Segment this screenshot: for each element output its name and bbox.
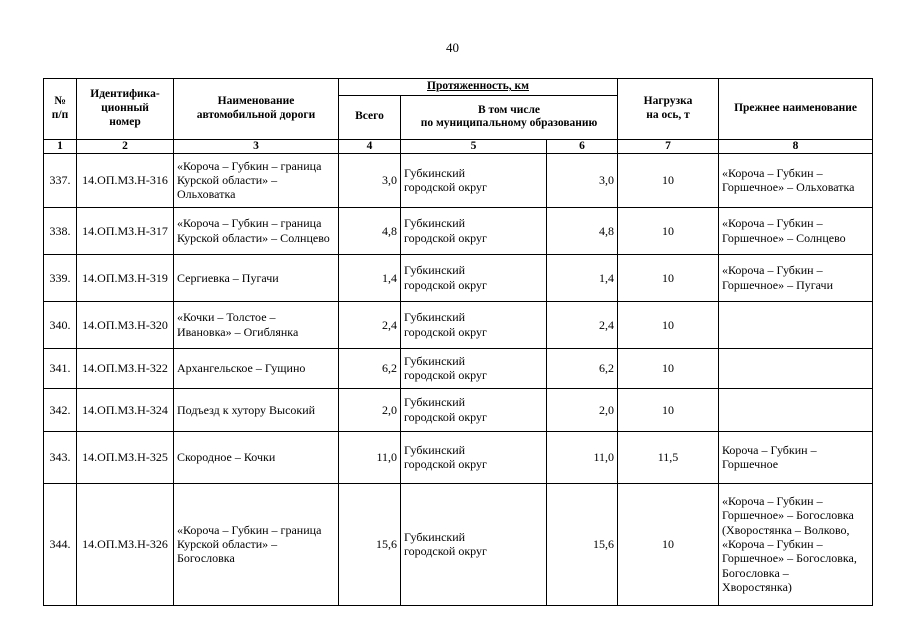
row-name: Скородное – Кочки <box>174 431 339 483</box>
row-mun-length: 1,4 <box>547 254 618 301</box>
row-name: «Кочки – Толстое – Ивановка» – Огиблянка <box>174 301 339 348</box>
row-total: 2,4 <box>339 301 401 348</box>
header-load: Нагрузка на ось, т <box>618 79 719 140</box>
row-load: 10 <box>618 254 719 301</box>
row-num: 344. <box>44 483 77 605</box>
row-id: 14.ОП.МЗ.Н-316 <box>77 153 174 207</box>
row-total: 2,0 <box>339 388 401 431</box>
table-row <box>44 153 873 207</box>
index-cell: 4 <box>339 139 401 153</box>
index-cell: 8 <box>719 139 873 153</box>
row-prev-name <box>719 348 873 388</box>
table-row <box>44 483 873 605</box>
row-mun-length: 4,8 <box>547 207 618 254</box>
index-cell: 2 <box>77 139 174 153</box>
row-id: 14.ОП.МЗ.Н-324 <box>77 388 174 431</box>
row-num: 339. <box>44 254 77 301</box>
row-prev-name: Короча – Губкин – Горшечное <box>719 431 873 483</box>
row-municipality: Губкинский городской округ <box>401 483 547 605</box>
index-cell: 6 <box>547 139 618 153</box>
index-cell: 7 <box>618 139 719 153</box>
table-row <box>44 301 873 348</box>
header-total: Всего <box>339 95 401 139</box>
row-id: 14.ОП.МЗ.Н-322 <box>77 348 174 388</box>
row-total: 11,0 <box>339 431 401 483</box>
row-id: 14.ОП.МЗ.Н-320 <box>77 301 174 348</box>
row-mun-length: 15,6 <box>547 483 618 605</box>
row-municipality: Губкинский городской округ <box>401 254 547 301</box>
row-num: 340. <box>44 301 77 348</box>
row-municipality: Губкинский городской округ <box>401 153 547 207</box>
row-name: «Короча – Губкин – граница Курской области» – Богословка <box>174 483 339 605</box>
row-load: 11,5 <box>618 431 719 483</box>
row-num: 338. <box>44 207 77 254</box>
header-incl-group: В том числе по муниципальному образованию <box>401 95 618 139</box>
row-municipality: Губкинский городской округ <box>401 301 547 348</box>
row-num: 337. <box>44 153 77 207</box>
row-municipality: Губкинский городской округ <box>401 348 547 388</box>
row-load: 10 <box>618 153 719 207</box>
row-total: 1,4 <box>339 254 401 301</box>
page-number: 40 <box>446 40 459 55</box>
header-id: Идентифика- ционный номер <box>77 79 174 140</box>
row-mun-length: 2,0 <box>547 388 618 431</box>
header-prev-name: Прежнее наименование <box>719 79 873 140</box>
row-municipality: Губкинский городской округ <box>401 207 547 254</box>
row-num: 341. <box>44 348 77 388</box>
row-name: Архангельское – Гущино <box>174 348 339 388</box>
row-mun-length: 11,0 <box>547 431 618 483</box>
index-cell: 3 <box>174 139 339 153</box>
index-cell: 1 <box>44 139 77 153</box>
row-load: 10 <box>618 301 719 348</box>
row-prev-name: «Короча – Губкин – Горшечное» – Богословка (Хворостянка – Волково, «Короча – Губкин – Горшечное» – Богословка, Богословка – Хворостянка) <box>719 483 873 605</box>
row-name: Подъезд к хутору Высокий <box>174 388 339 431</box>
row-name: «Короча – Губкин – граница Курской области» – Ольховатка <box>174 153 339 207</box>
table-row <box>44 431 873 483</box>
row-total: 4,8 <box>339 207 401 254</box>
row-mun-length: 6,2 <box>547 348 618 388</box>
row-num: 342. <box>44 388 77 431</box>
row-id: 14.ОП.МЗ.Н-325 <box>77 431 174 483</box>
row-total: 3,0 <box>339 153 401 207</box>
row-prev-name: «Короча – Губкин – Горшечное» – Солнцево <box>719 207 873 254</box>
row-name: «Короча – Губкин – граница Курской области» – Солнцево <box>174 207 339 254</box>
table-row <box>44 348 873 388</box>
table-row <box>44 254 873 301</box>
row-prev-name <box>719 388 873 431</box>
roads-table <box>43 78 873 606</box>
header-name: Наименование автомобильной дороги <box>174 79 339 140</box>
row-municipality: Губкинский городской округ <box>401 388 547 431</box>
table-row <box>44 388 873 431</box>
row-total: 6,2 <box>339 348 401 388</box>
row-load: 10 <box>618 388 719 431</box>
row-load: 10 <box>618 348 719 388</box>
row-prev-name: «Короча – Губкин – Горшечное» – Пугачи <box>719 254 873 301</box>
row-load: 10 <box>618 483 719 605</box>
index-cell: 5 <box>401 139 547 153</box>
row-municipality: Губкинский городской округ <box>401 431 547 483</box>
row-id: 14.ОП.МЗ.Н-326 <box>77 483 174 605</box>
header-num: № п/п <box>44 79 77 140</box>
header-length-group: Протяженность, км <box>339 79 618 96</box>
row-prev-name: «Короча – Губкин – Горшечное» – Ольховатка <box>719 153 873 207</box>
row-load: 10 <box>618 207 719 254</box>
row-prev-name <box>719 301 873 348</box>
row-name: Сергиевка – Пугачи <box>174 254 339 301</box>
row-id: 14.ОП.МЗ.Н-317 <box>77 207 174 254</box>
row-mun-length: 2,4 <box>547 301 618 348</box>
row-id: 14.ОП.МЗ.Н-319 <box>77 254 174 301</box>
table-row <box>44 207 873 254</box>
row-total: 15,6 <box>339 483 401 605</box>
row-mun-length: 3,0 <box>547 153 618 207</box>
row-num: 343. <box>44 431 77 483</box>
